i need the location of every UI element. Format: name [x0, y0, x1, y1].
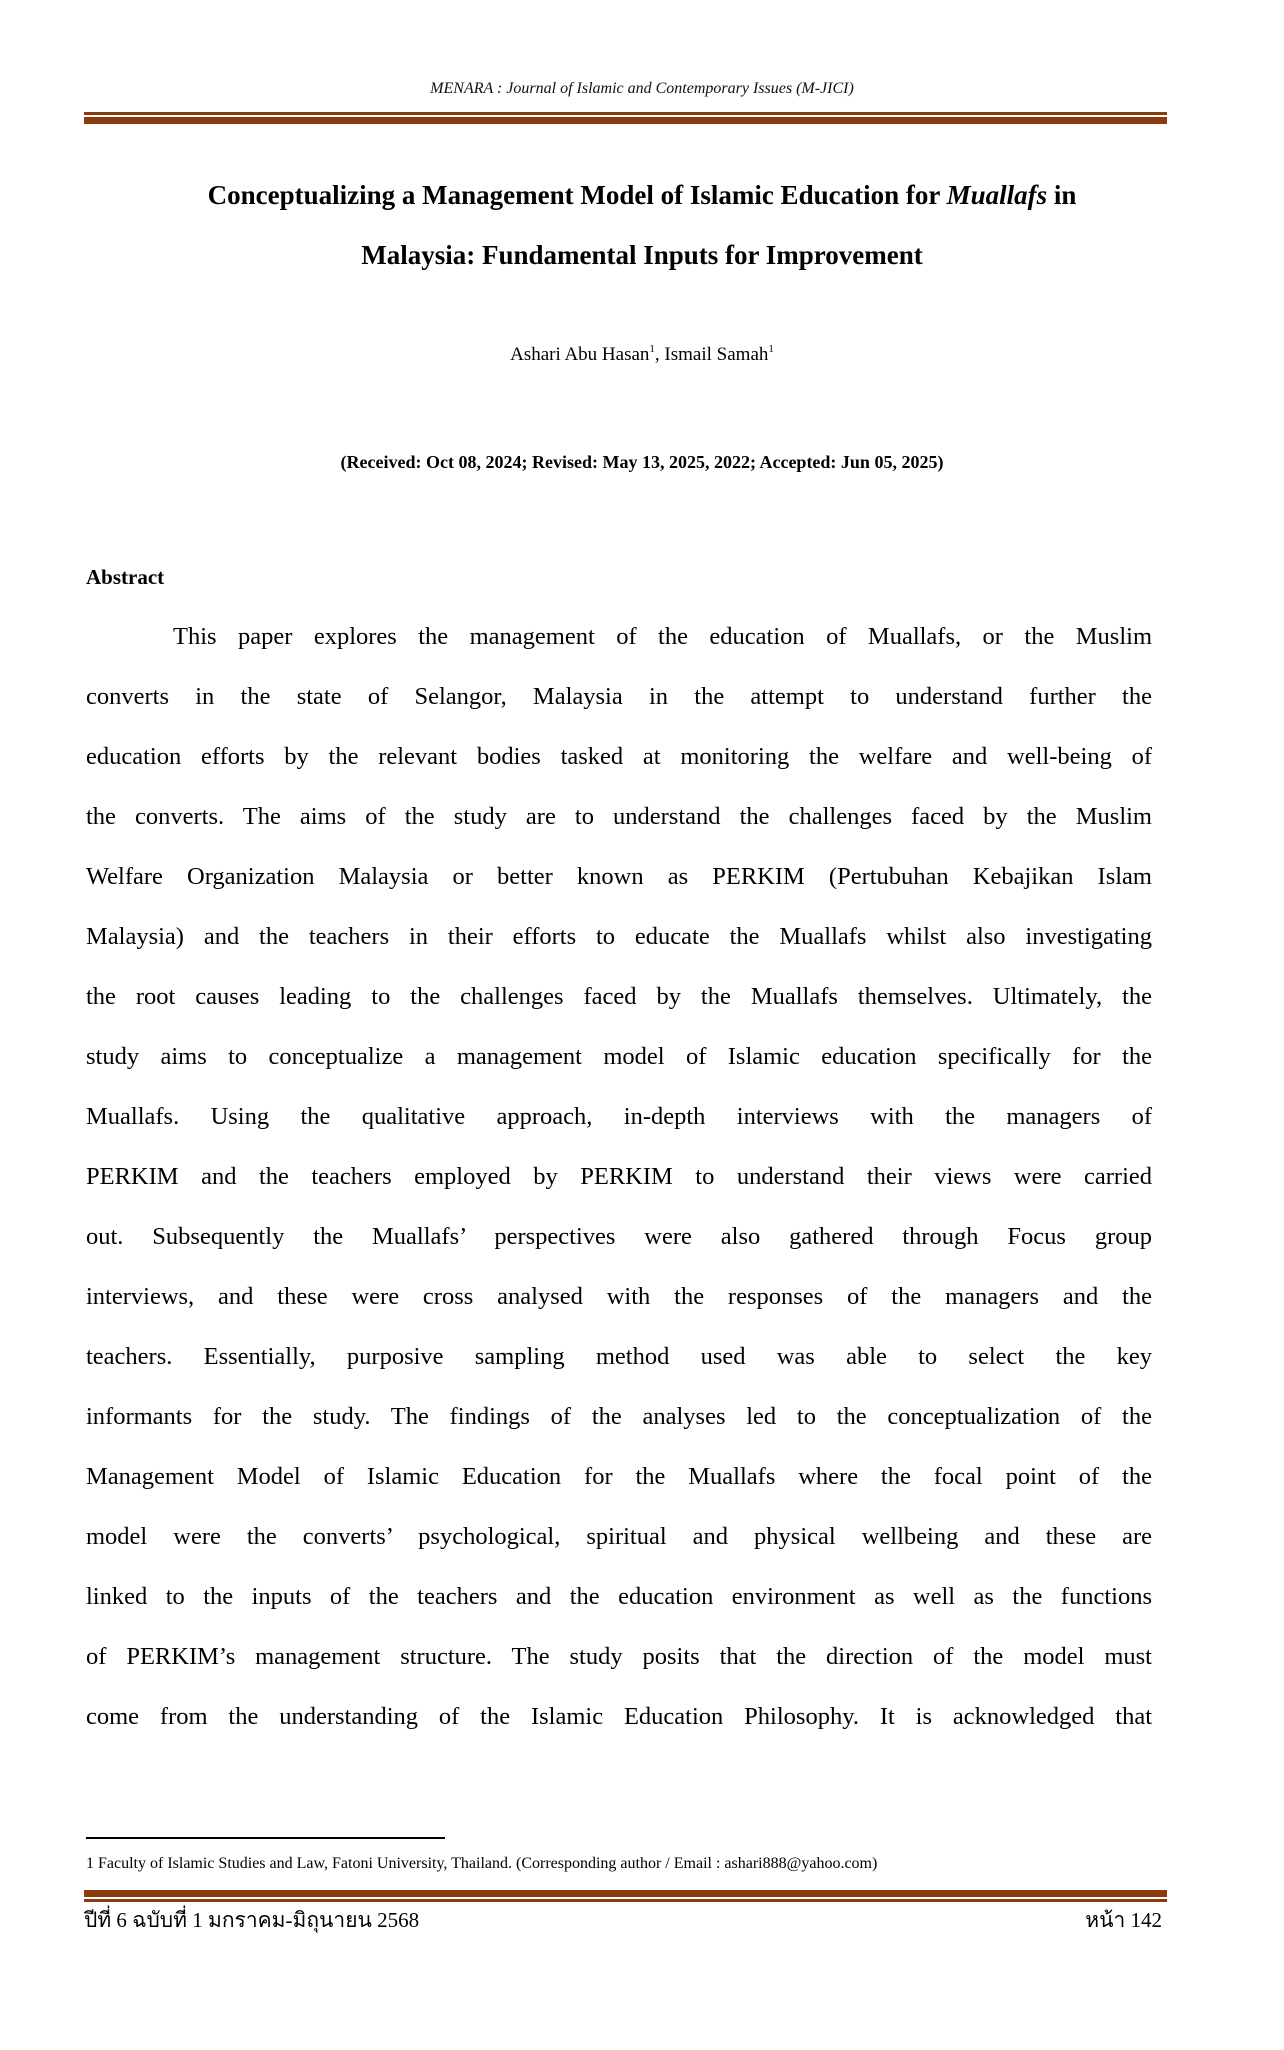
header-rule-thick: [84, 117, 1167, 124]
author-name: Ashari Abu Hasan: [510, 344, 650, 365]
abstract-line: of PERKIM’s management structure. The study posits that the direction of the model must: [86, 1643, 1152, 1670]
submission-dates: (Received: Oct 08, 2024; Revised: May 13, 2025, 2022; Accepted: Jun 05, 2025): [340, 452, 944, 472]
title-text: Conceptualizing a Management Model of Islamic Education for: [207, 180, 947, 210]
abstract-line: the converts. The aims of the study are to understand the challenges faced by the Muslim: [86, 803, 1152, 830]
footnote-separator: [86, 1837, 445, 1839]
abstract-line: come from the understanding of the Islamic Education Philosophy. It is acknowledged that: [86, 1703, 1152, 1730]
abstract-line: PERKIM and the teachers employed by PERKIM to understand their views were carried: [86, 1163, 1152, 1190]
footer-rule-thick: [84, 1890, 1167, 1897]
abstract-line: converts in the state of Selangor, Malaysia in the attempt to understand further the: [86, 683, 1152, 710]
abstract-line: study aims to conceptualize a management model of Islamic education specifically for the: [86, 1043, 1152, 1070]
footnote-affiliation: 1 Faculty of Islamic Studies and Law, Fatoni University, Thailand. (Corresponding author / Email : ashari888@yahoo.com): [86, 1855, 878, 1872]
author-list: [0, 343, 1284, 366]
abstract-line: Muallafs. Using the qualitative approach, in-depth interviews with the managers of: [86, 1103, 1152, 1130]
title-italic-term: Muallafs: [946, 180, 1048, 210]
abstract-line: teachers. Essentially, purposive sampling method used was able to select the key: [86, 1343, 1152, 1370]
abstract-line: the root causes leading to the challenges faced by the Muallafs themselves. Ultimately, the: [86, 983, 1152, 1010]
author-name: Ismail Samah: [664, 344, 769, 365]
author-separator: ,: [654, 344, 665, 365]
abstract-line: Malaysia) and the teachers in their efforts to educate the Muallafs whilst also investigating: [86, 923, 1152, 950]
running-header-title: MENARA : Journal of Islamic and Contemporary Issues (M-JICI): [430, 80, 854, 97]
abstract-line: linked to the inputs of the teachers and the education environment as well as the functions: [86, 1583, 1152, 1610]
abstract-line: Welfare Organization Malaysia or better known as PERKIM (Pertubuhan Kebajikan Islam: [86, 863, 1152, 890]
abstract-line: out. Subsequently the Muallafs’ perspectives were also gathered through Focus group: [86, 1223, 1152, 1250]
footer-rule-thin: [84, 1899, 1167, 1902]
title-text-end: in: [1047, 180, 1077, 210]
header-rule-thin: [84, 112, 1167, 115]
abstract-line: education efforts by the relevant bodies tasked at monitoring the welfare and well-being of: [86, 743, 1152, 770]
article-title-line-1: [0, 180, 1284, 211]
abstract-line: model were the converts’ psychological, spiritual and physical wellbeing and these are: [86, 1523, 1152, 1550]
abstract-heading: Abstract: [86, 565, 165, 589]
affiliation-mark: 1: [649, 343, 655, 355]
abstract-line: interviews, and these were cross analysed with the responses of the managers and the: [86, 1283, 1152, 1310]
issue-info: ปีที่ 6 ฉบับที่ 1 มกราคม-มิถุนายน 2568: [84, 1908, 420, 1932]
page-number: หน้า 142: [1085, 1908, 1162, 1932]
abstract-line: This paper explores the management of the education of Muallafs, or the Muslim: [173, 623, 1152, 650]
abstract-line: Management Model of Islamic Education for the Muallafs where the focal point of the: [86, 1463, 1152, 1490]
abstract-line: informants for the study. The findings of the analyses led to the conceptualization of the: [86, 1403, 1152, 1430]
article-title-line-2: Malaysia: Fundamental Inputs for Improvement: [361, 240, 923, 270]
affiliation-mark: 1: [768, 343, 774, 355]
